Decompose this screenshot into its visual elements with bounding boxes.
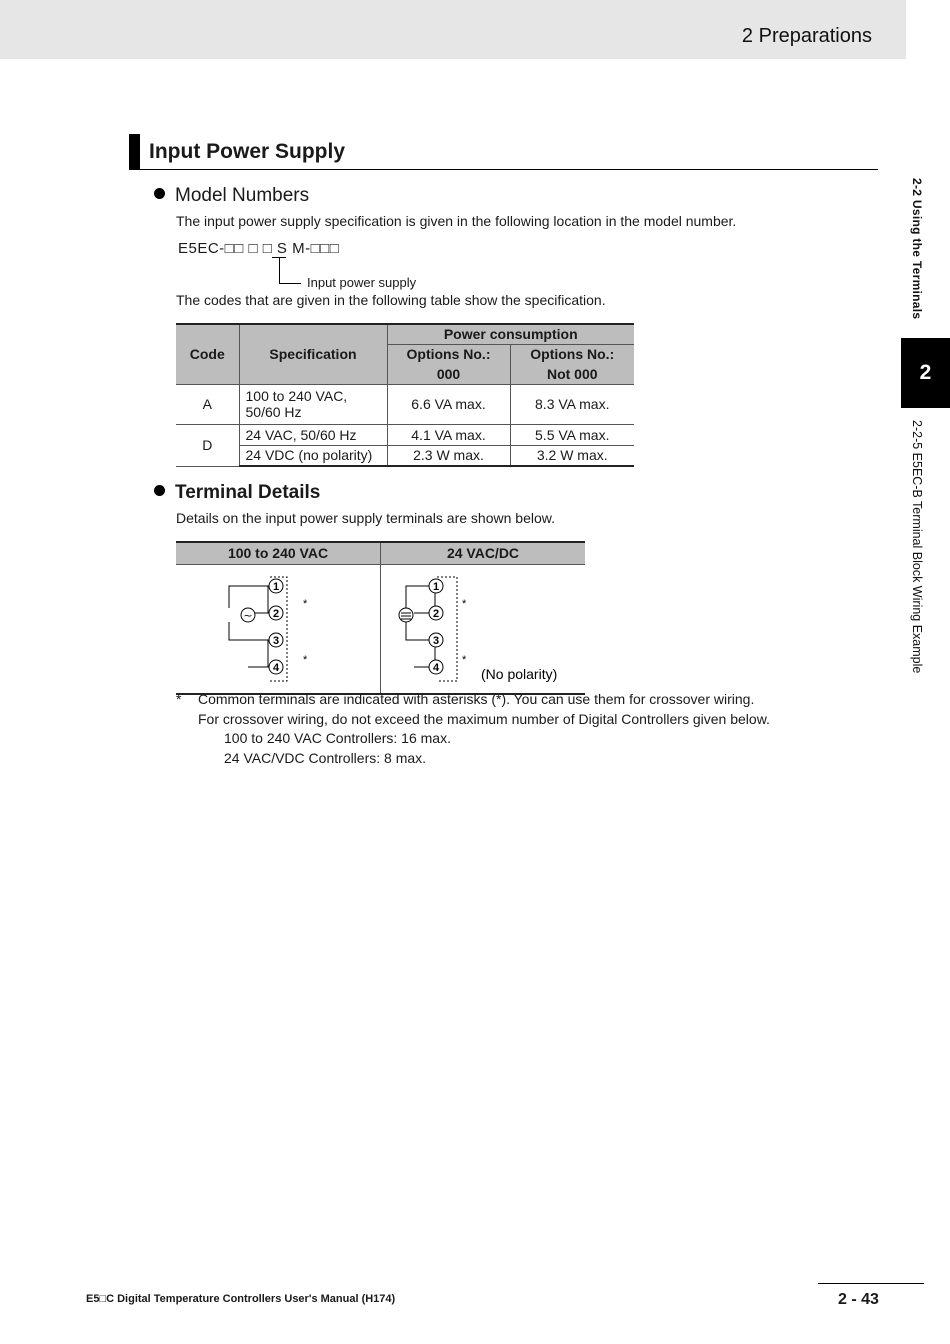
header-specification: Specification — [239, 324, 387, 384]
header-code: Code — [176, 324, 239, 384]
asterisk-mark: * — [303, 653, 308, 666]
header-options-not000-line2: Not 000 — [510, 364, 634, 384]
section-heading-bar — [129, 134, 140, 169]
callout-leader — [272, 257, 302, 285]
side-tab-subsection-label: 2-2-5 E5EC-B Terminal Block Wiring Example — [910, 420, 924, 674]
header-power-consumption: Power consumption — [387, 324, 634, 344]
callout-label: Input power supply — [307, 275, 417, 290]
chapter-title: 2 Preparations — [741, 25, 872, 47]
model-code: E5EC-□□ □ □ S M-□□□ — [178, 240, 340, 257]
side-tab-chapter-number: 2 — [901, 338, 950, 408]
cell-opt1: 6.6 VA max. — [387, 384, 510, 424]
acdc-wiring-diagram — [381, 565, 585, 690]
header-options-000-line1: Options No.: — [387, 344, 510, 364]
terminal-3: 3 — [432, 634, 440, 647]
model-numbers-intro: The input power supply specification is given in the following location in the model number. — [176, 213, 737, 229]
terminal-1: 1 — [432, 580, 440, 593]
terminal-details-heading: Terminal Details — [154, 482, 320, 504]
terminal-details-intro: Details on the input power supply terminals are shown below. — [176, 510, 555, 526]
footnote-line: * Common terminals are indicated with asterisks (*). You can use them for crossover wiring. — [176, 691, 755, 707]
footnote-line: 100 to 240 VAC Controllers: 16 max. — [224, 730, 451, 746]
cell-opt2: 5.5 VA max. — [510, 424, 634, 445]
asterisk-mark: * — [303, 597, 308, 610]
cell-opt2: 8.3 VA max. — [510, 384, 634, 424]
side-tab-subsection — [906, 420, 932, 690]
terminal-2: 2 — [432, 607, 440, 620]
section-title: Input Power Supply — [149, 140, 346, 163]
model-numbers-heading: Model Numbers — [154, 185, 309, 207]
header-acdc: 24 VAC/DC — [381, 542, 586, 564]
terminal-3: 3 — [272, 634, 280, 647]
ac-wiring-cell — [176, 564, 381, 694]
asterisk-mark: * — [462, 597, 467, 610]
side-tab-section-label: 2-2 Using the Terminals — [910, 178, 924, 320]
footer-manual-title: E5□C Digital Temperature Controllers User's Manual (H174) — [86, 1293, 396, 1305]
side-tab-section — [906, 178, 932, 328]
terminal-1: 1 — [272, 580, 280, 593]
table-intro: The codes that are given in the following table show the specification. — [176, 292, 606, 308]
table-row — [176, 384, 634, 424]
bullet-icon — [154, 485, 165, 496]
bullet-icon — [154, 188, 165, 199]
terminal-table — [176, 541, 585, 695]
ac-source-icon: ~ — [243, 608, 253, 622]
cell-opt1: 4.1 VA max. — [387, 424, 510, 445]
terminal-4: 4 — [432, 661, 440, 674]
footnote-line: For crossover wiring, do not exceed the maximum number of Digital Controllers given below. — [198, 710, 770, 727]
cell-spec: 100 to 240 VAC, 50/60 Hz — [239, 384, 387, 424]
cell-spec: 24 VAC, 50/60 Hz — [239, 424, 387, 445]
page-number: 2 - 43 — [838, 1291, 879, 1308]
footnote-line: 24 VAC/VDC Controllers: 8 max. — [224, 749, 427, 766]
section-heading — [129, 134, 878, 170]
cell-opt2: 3.2 W max. — [510, 445, 634, 466]
cell-spec: 24 VDC (no polarity) — [239, 445, 387, 466]
ac-wiring-diagram — [176, 565, 380, 690]
header-options-not000-line1: Options No.: — [510, 344, 634, 364]
footer-rule — [818, 1283, 924, 1284]
header-options-000-line2: 000 — [387, 364, 510, 384]
table-row — [176, 424, 634, 445]
cell-opt1: 2.3 W max. — [387, 445, 510, 466]
terminal-2: 2 — [272, 607, 280, 620]
header-ac: 100 to 240 VAC — [176, 542, 381, 564]
table-row — [176, 445, 634, 466]
footnotes — [176, 690, 770, 768]
cell-code: D — [176, 424, 239, 466]
terminal-4: 4 — [272, 661, 280, 674]
page-header-band — [0, 0, 906, 59]
acdc-wiring-cell — [381, 564, 586, 694]
no-polarity-label: (No polarity) — [481, 665, 558, 682]
power-spec-table — [176, 323, 634, 467]
asterisk-mark: * — [462, 653, 467, 666]
cell-code: A — [176, 384, 239, 424]
